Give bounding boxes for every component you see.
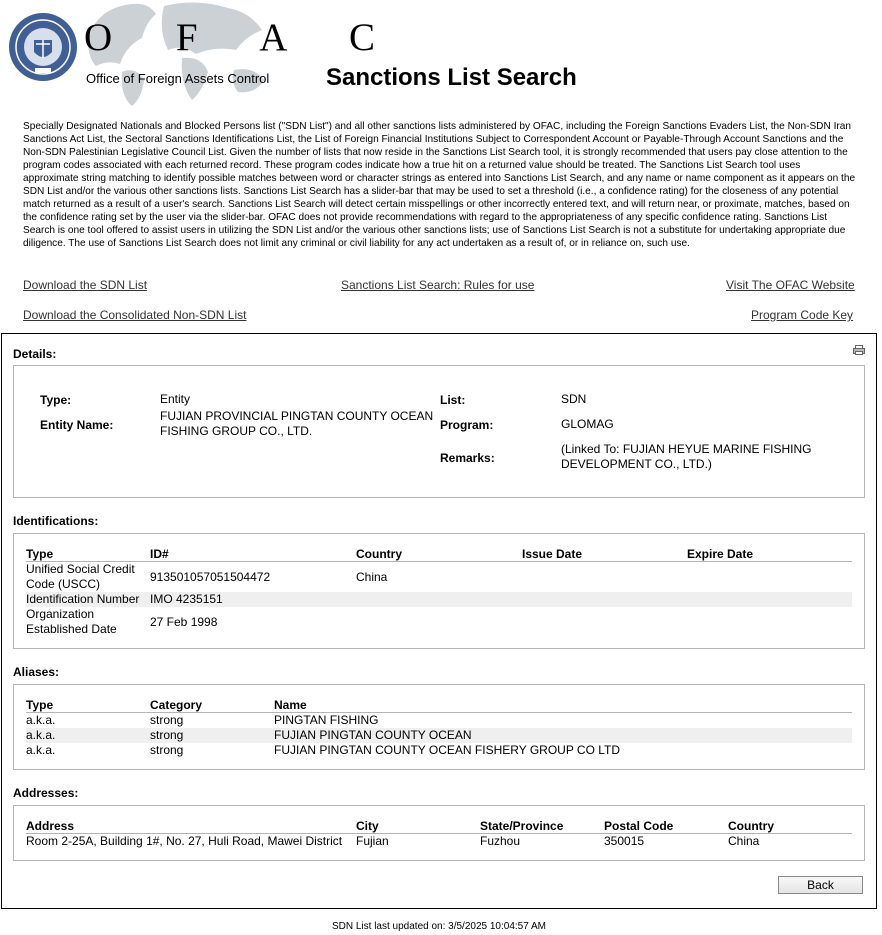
cell-expire-date <box>687 592 852 607</box>
col-id: ID# <box>150 546 356 562</box>
page-header <box>0 0 882 112</box>
back-button[interactable]: Back <box>778 876 863 894</box>
cell-state: Fuzhou <box>480 834 521 848</box>
cell-expire-date <box>687 607 852 637</box>
cell-category: strong <box>150 743 184 757</box>
program-value: GLOMAG <box>561 417 614 431</box>
col-type: Type <box>26 546 150 562</box>
cell-type: Identification Number <box>26 592 150 607</box>
col-city: City <box>356 818 480 834</box>
program-code-key-link[interactable]: Program Code Key <box>751 308 854 322</box>
col-address: Address <box>26 818 356 834</box>
addresses-box <box>13 805 865 861</box>
col-country: Country <box>728 818 852 834</box>
cell-type: a.k.a. <box>26 728 150 743</box>
cell-country: China <box>356 569 388 584</box>
col-issue-date: Issue Date <box>522 546 687 562</box>
cell-country: China <box>728 834 760 848</box>
table-row <box>26 743 852 758</box>
table-row <box>26 607 852 637</box>
cell-issue-date <box>522 562 687 593</box>
details-panel <box>1 333 877 909</box>
cell-id: 913501057051504472 <box>150 569 271 584</box>
details-label: Details: <box>13 347 57 361</box>
ofac-logo-subtitle: Office of Foreign Assets Control <box>86 71 270 86</box>
aliases-table <box>26 697 852 758</box>
cell-name: FUJIAN PINGTAN COUNTY OCEAN <box>274 728 852 743</box>
col-postal-code: Postal Code <box>604 818 728 834</box>
cell-country <box>356 592 522 607</box>
type-value: Entity <box>160 392 191 406</box>
ofac-logo-text: O F A C <box>84 16 402 59</box>
addresses-table <box>26 818 852 849</box>
cell-city: Fujian <box>356 834 389 848</box>
col-country: Country <box>356 546 522 562</box>
download-sdn-link[interactable]: Download the SDN List <box>23 278 148 292</box>
identifications-table <box>26 546 852 637</box>
cell-country <box>356 607 522 637</box>
list-value: SDN <box>561 392 587 406</box>
entity-name-label: Entity Name: <box>40 418 114 432</box>
aliases-label: Aliases: <box>13 665 60 679</box>
cell-type: Unified Social Credit Code (USCC) <box>26 562 135 591</box>
cell-issue-date <box>522 607 687 637</box>
cell-type: a.k.a. <box>26 743 56 757</box>
col-expire-date: Expire Date <box>687 546 852 562</box>
table-row <box>26 562 852 593</box>
table-row <box>26 713 852 729</box>
download-consolidated-link[interactable]: Download the Consolidated Non-SDN List <box>23 308 247 322</box>
rules-for-use-link[interactable]: Sanctions List Search: Rules for use <box>341 278 535 292</box>
addresses-label: Addresses: <box>13 786 79 800</box>
cell-name: FUJIAN PINGTAN COUNTY OCEAN FISHERY GROUP CO LTD <box>274 743 621 757</box>
page-title: Sanctions List Search <box>326 64 577 91</box>
cell-postal-code: 350015 <box>604 834 645 848</box>
details-box <box>13 365 865 498</box>
col-type: Type <box>26 697 150 713</box>
cell-id: IMO 4235151 <box>150 592 356 607</box>
col-name: Name <box>274 697 852 713</box>
visit-ofac-link[interactable]: Visit The OFAC Website <box>726 278 855 292</box>
cell-address: Room 2-25A, Building 1#, No. 27, Huli Road, Mawei District <box>26 834 343 848</box>
identifications-header-row <box>26 546 852 562</box>
cell-type: a.k.a. <box>26 713 56 727</box>
list-label: List: <box>440 393 466 407</box>
identifications-label: Identifications: <box>13 514 99 528</box>
cell-category: strong <box>150 713 184 727</box>
addresses-header-row <box>26 818 852 834</box>
cell-expire-date <box>687 562 852 593</box>
col-category: Category <box>150 697 274 713</box>
cell-category: strong <box>150 728 274 743</box>
table-row <box>26 834 852 850</box>
identifications-box <box>13 533 865 649</box>
cell-id: 27 Feb 1998 <box>150 614 218 629</box>
table-row <box>26 728 852 743</box>
remarks-value: (Linked To: FUJIAN HEYUE MARINE FISHING DEVELOPMENT CO., LTD.) <box>561 442 812 471</box>
type-label: Type: <box>40 393 72 407</box>
cell-type: Organization Established Date <box>26 607 117 636</box>
cell-name: PINGTAN FISHING <box>274 713 379 727</box>
intro-disclaimer: Specially Designated Nationals and Blocked Persons list ("SDN List") and all other sanctions lists administered by OFAC, including the Foreign Sanctions Evaders List, the Non-SDN Iran Sanctions Act List, the Sectoral Sanctions Identifications List, the List of Foreign Financial Institutions Subject to Correspondent Account or Payable-Through Account Sanctions and the Non-SDN Palestinian Legislative Council List. Given the number of lists that now reside in the Sanctions List Search tool, it is strongly recommended that users pay close attention to the program codes associated with each returned record. These program codes indicate how a true hit on a returned value should be treated. The Sanctions List Search tool uses approximate string matching to identify possible matches between word or character strings as entered into Sanctions List Search, and any name or name component as it appears on the SDN List and/or the various other sanctions lists. Sanctions List Search has a slider-bar that may be used to set a threshold (i.e., a confidence rating) for the closeness of any potential match returned as a result of a user's search. Sanctions List Search will detect certain misspellings or other incorrectly entered text, and will return near, or proximate, matches, based on the confidence rating set by the user via the slider-bar. OFAC does not provide recommendations with regard to the appropriateness of any specific confidence rating. Sanctions List Search is one tool offered to assist users in utilizing the SDN List and/or the various other sanctions lists; use of Sanctions List Search is not a substitute for undertaking appropriate due diligence. The use of Sanctions List Search does not limit any criminal or civil liability for any act undertaken as a result of, or in reliance on, such use. <box>23 121 856 249</box>
col-state: State/Province <box>480 818 604 834</box>
table-row <box>26 592 852 607</box>
printer-icon[interactable] <box>853 345 865 355</box>
remarks-label: Remarks: <box>440 451 495 465</box>
program-label: Program: <box>440 418 494 432</box>
entity-name-value: FUJIAN PROVINCIAL PINGTAN COUNTY OCEAN FISHING GROUP CO., LTD. <box>160 409 434 438</box>
treasury-seal-icon <box>8 12 78 82</box>
last-updated-footer: SDN List last updated on: 3/5/2025 10:04:57 AM <box>331 921 547 932</box>
cell-issue-date <box>522 592 687 607</box>
aliases-box <box>13 684 865 770</box>
aliases-header-row <box>26 697 852 713</box>
